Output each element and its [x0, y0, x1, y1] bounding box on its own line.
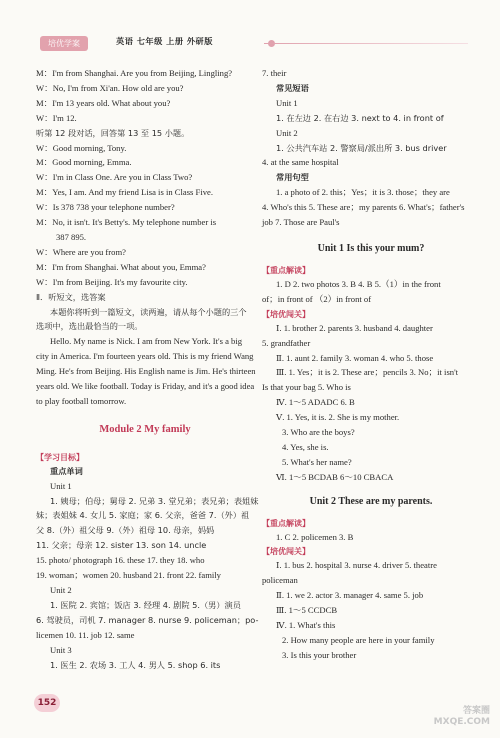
header-title: 英语 七年级 上册 外研版	[116, 36, 213, 46]
answer-line: Ⅴ. 1. Yes, it is. 2. She is my mother.	[276, 412, 400, 423]
section-tag: 【重点解读】	[262, 518, 310, 528]
answer-line: 3. Is this your brother	[282, 649, 357, 660]
section-tag: 【学习目标】	[36, 452, 84, 462]
vocab-line: 15. photo/ photograph 16. these 17. they 18. who	[36, 555, 205, 566]
transcript-line: M：I'm from Shanghai. Are you from Beijing, Lingling?	[36, 68, 233, 78]
transcript-line: M：Good morning, Emma.	[36, 157, 132, 168]
transcript-line: M：I'm 13 years old. What about you?	[36, 97, 171, 108]
watermark: 答案圈 MXQE.COM	[433, 706, 490, 727]
answer-line: policeman	[262, 575, 298, 586]
unit2-title: Unit 2 These are my parents.	[309, 495, 433, 507]
unit1-title: Unit 1 Is this your mum?	[317, 242, 425, 254]
phrase-line: 4. at the same hospital	[262, 157, 339, 168]
header-tab-label: 培优学案	[48, 39, 80, 48]
vocab-line: 1. 姨母；伯母；舅母 2. 兄弟 3. 堂兄弟；表兄弟；表姐妹	[50, 495, 259, 506]
section-tag: 【培优闯关】	[262, 309, 310, 319]
transcript-line: W：I'm in Class One. Are you in Class Two?	[36, 172, 193, 183]
section-tag: 【培优闯关】	[262, 547, 310, 557]
vocab-line: 妹；表姐妹 4. 女儿 5. 家庭；家 6. 父亲，爸爸 7.（外）祖	[36, 510, 250, 521]
section-heading: Ⅱ．听短文，选答案	[36, 291, 106, 302]
transcript-line: W：Is 378 738 your telephone number?	[36, 202, 175, 213]
answer-line: Ⅱ. 1. we 2. actor 3. manager 4. same 5. job	[276, 590, 424, 601]
answer-line: Is that your bag 5. Who is	[262, 382, 351, 393]
phrase-line: 1. 公共汽车站 2. 警察局/派出所 3. bus driver	[276, 142, 447, 153]
instruction-line: 本题你将听到一篇短文，读两遍，请从每个小题的三个	[50, 306, 247, 317]
transcript-line: M：No, it isn't. It's Betty's. My telephone number is	[36, 217, 217, 228]
answer-line: Ⅳ. 1～5 ADADC 6. B	[276, 397, 355, 408]
unit-label: Unit 1	[276, 97, 298, 108]
answer-line: 5. What's her name?	[282, 456, 352, 467]
answer-line: Ⅱ. 1. aunt 2. family 3. woman 4. who 5. those	[276, 352, 434, 363]
transcript-line: M：Yes, I am. And my friend Lisa is in Class Five.	[36, 187, 213, 198]
unit-label: Unit 1	[50, 480, 72, 491]
transcript-line: W：Where are you from?	[36, 246, 126, 257]
answer-line: of；in front of （2）in front of	[262, 293, 372, 304]
sentence-line: 1. a photo of 2. this；Yes；it is 3. those；they are	[276, 187, 450, 198]
left-column	[36, 66, 259, 672]
vocab-line: 1. 医生 2. 农场 3. 工人 4. 男人 5. shop 6. its	[50, 659, 221, 670]
header-tab	[40, 36, 88, 51]
vocab-line: 19. woman；women 20. husband 21. front 22. family	[36, 570, 221, 581]
transcript-line: W：I'm from Beijing. It's my favourite city.	[36, 276, 188, 287]
unit-label: Unit 2	[50, 585, 72, 595]
section-tag: 【重点解读】	[262, 265, 310, 275]
transcript-line: W：I'm 12.	[36, 112, 77, 123]
answer-line: Ⅰ. 1. bus 2. hospital 3. nurse 4. driver 5. theatre	[276, 560, 437, 571]
answer-line: 3. Who are the boys?	[282, 427, 355, 438]
passage-line: years old. We like football. Today is Friday, and it's a good idea	[36, 381, 255, 392]
sentence-heading: 常用句型	[276, 172, 309, 183]
answer-line: Ⅰ. 1. brother 2. parents 3. husband 4. daughter	[276, 322, 433, 333]
transcript-line: W：Good morning, Tony.	[36, 142, 127, 153]
passage-line: Ming. He's from Beijing. His English name is Jim. He's thirteen	[36, 366, 256, 377]
vocab-line: 11. 父亲；母亲 12. sister 13. son 14. uncle	[36, 540, 207, 551]
vocab-line: 1. 医院 2. 宾馆；饭店 3. 经理 4. 剧院 5.（男）演员	[50, 599, 241, 610]
passage-line: city in America. I'm fourteen years old. This is my friend Wang	[36, 351, 254, 362]
instruction-line: 选项中，选出最恰当的一项。	[36, 321, 143, 332]
unit-label: Unit 2	[276, 127, 298, 138]
vocab-heading: 重点单词	[50, 465, 83, 476]
answer-line: Ⅲ. 1. Yes；it is 2. These are；pencils 3. No；it isn't	[276, 367, 459, 378]
answer-line: 4. Yes, she is.	[282, 441, 329, 452]
transcript-line: W：No, I'm from Xi'an. How old are you?	[36, 82, 184, 93]
sentence-line: job 7. Those are Paul's	[262, 217, 340, 228]
instruction-line: 听第 12 段对话，回答第 13 至 15 小题。	[36, 127, 190, 138]
right-column	[262, 66, 480, 663]
passage-line: to play football tomorrow.	[36, 395, 127, 406]
transcript-line: 387 895.	[56, 231, 87, 242]
vocab-line: licemen 10. 11. job 12. same	[36, 629, 135, 640]
answer-line: 1. C 2. policemen 3. B	[276, 531, 354, 542]
passage-line: Hello. My name is Nick. I am from New York. It's a big	[50, 336, 243, 347]
vocab-line: 父 8.（外）祖父母 9.（外）祖母 10. 母亲，妈妈	[36, 525, 215, 536]
answer-line: 2. How many people are here in your family	[282, 635, 435, 645]
page-number: 152	[34, 694, 60, 712]
answer-line: 1. D 2. two photos 3. B 4. B 5.（1）in the front	[276, 278, 441, 289]
transcript-line: M：I'm from Shanghai. What about you, Emma?	[36, 261, 206, 272]
vocab-line: 6. 驾驶员，司机 7. manager 8. nurse 9. policeman；po-	[36, 614, 259, 625]
sentence-line: 4. Who's this 5. These are；my parents 6. What's；father's	[262, 202, 465, 213]
phrase-heading: 常见短语	[276, 82, 309, 93]
answer-line: Ⅵ. 1～5 BCDAB 6～10 CBACA	[276, 471, 394, 482]
answer-line: Ⅳ. 1. What's this	[276, 620, 336, 631]
vocab-line: 7. their	[262, 68, 287, 78]
header-rule	[264, 43, 468, 44]
phrase-line: 1. 在左边 2. 在右边 3. next to 4. in front of	[276, 112, 444, 123]
unit-label: Unit 3	[50, 644, 72, 655]
answer-line: Ⅲ. 1～5 CCDCB	[276, 605, 338, 616]
answer-line: 5. grandfather	[262, 337, 311, 348]
module-title: Module 2 My family	[99, 423, 191, 435]
